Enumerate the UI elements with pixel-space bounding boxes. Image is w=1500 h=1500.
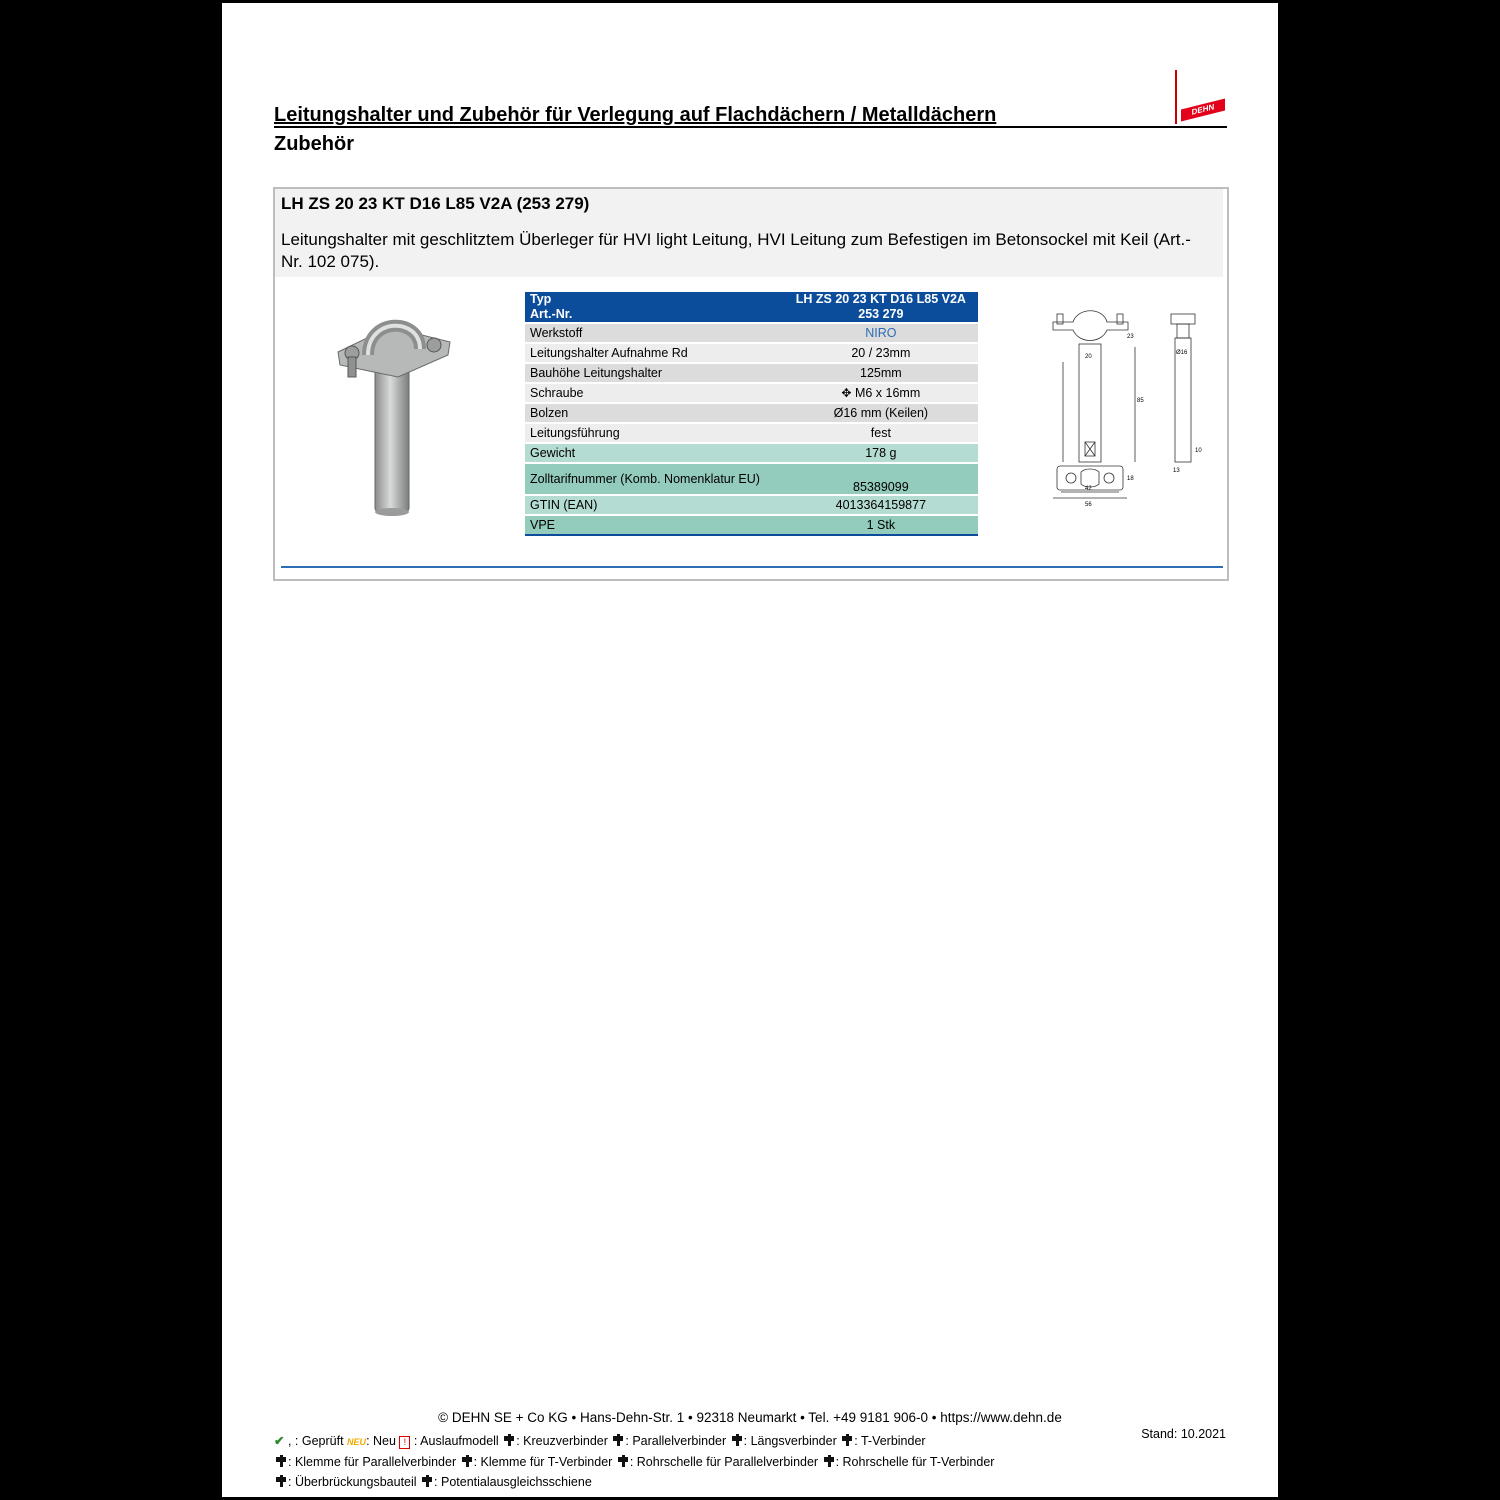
footer-legend [274, 1431, 1074, 1492]
spec-row [525, 384, 978, 402]
laengsverbinder-icon [730, 1434, 744, 1446]
legend-discontinued: : Auslaufmodell [413, 1434, 499, 1448]
legend-checked: , : Geprüft [287, 1434, 344, 1448]
spec-value: 85389099 [784, 464, 978, 494]
legend-line [274, 1431, 1074, 1452]
new-icon: NEU [347, 1437, 367, 1447]
spec-value: 178 g [784, 444, 978, 462]
spec-key: Schraube [525, 384, 784, 402]
dim-label: 20 [1085, 354, 1092, 360]
spec-value: NIRO [784, 324, 978, 342]
rohrschelle-parallel-icon [616, 1455, 630, 1467]
legend-line [274, 1472, 1074, 1492]
logo-flag: DEHN [1181, 99, 1225, 122]
product-divider [281, 566, 1223, 568]
product-photo [330, 307, 460, 517]
spec-header-values [784, 292, 978, 322]
potentialausgleich-icon [420, 1475, 434, 1487]
legend-rohr-parallel: : Rohrschelle für Parallelverbinder [629, 1455, 819, 1469]
legend-parallel: : Parallelverbinder [625, 1434, 727, 1448]
spec-key: Leitungsführung [525, 424, 784, 442]
dim-label: 42 [1085, 486, 1092, 492]
parallelverbinder-icon [611, 1434, 625, 1446]
dehn-logo [1175, 70, 1227, 124]
legend-t: : T-Verbinder [854, 1434, 926, 1448]
typ-label: Typ [530, 292, 552, 306]
dim-label: Ø16 [1176, 350, 1188, 356]
legend-kreuz: : Kreuzverbinder [516, 1434, 608, 1448]
product-header [275, 189, 1223, 277]
logo-bar [1175, 70, 1177, 124]
klemme-parallel-icon [274, 1455, 288, 1467]
legend-new: : Neu [366, 1434, 396, 1448]
spec-value: 20 / 23mm [784, 344, 978, 362]
spec-row [525, 464, 978, 494]
kreuzverbinder-icon [502, 1434, 516, 1446]
page-title: Leitungshalter und Zubehör für Verlegung auf Flachdächern / Metalldächern [274, 104, 997, 126]
legend-laengs: : Längsverbinder [743, 1434, 837, 1448]
typ-value: LH ZS 20 23 KT D16 L85 V2A [795, 292, 966, 306]
spec-key: Werkstoff [525, 324, 784, 342]
spec-value [784, 384, 978, 402]
discontinued-icon: ! [399, 1436, 410, 1449]
dim-label: 10 [1195, 448, 1202, 454]
product-description: Leitungshalter mit geschlitztem Überleger für HVI light Leitung, HVI Leitung zum Befestigen im Betonsockel mit Keil (Art.-Nr. 102 075). [281, 230, 1191, 271]
dim-label: 13 [1173, 468, 1180, 474]
legend-rohr-t: : Rohrschelle für T-Verbinder [835, 1455, 995, 1469]
datasheet-page [222, 3, 1278, 1497]
spec-row [525, 404, 978, 422]
technical-drawing [1023, 302, 1203, 512]
spec-row [525, 496, 978, 514]
spec-key: Zolltarifnummer (Komb. Nomenklatur EU) [525, 464, 784, 494]
spec-key: GTIN (EAN) [525, 496, 784, 514]
spec-row [525, 424, 978, 442]
klemme-t-icon [460, 1455, 474, 1467]
spec-value: fest [784, 424, 978, 442]
rohrschelle-t-icon [822, 1455, 836, 1467]
spec-row [525, 344, 978, 362]
footer-company: © DEHN SE + Co KG • Hans-Dehn-Str. 1 • 92318 Neumarkt • Tel. +49 9181 906-0 • https://www.dehn.de [438, 1410, 1062, 1425]
spec-row [525, 324, 978, 342]
dim-label: 18 [1127, 476, 1134, 482]
spec-key: Gewicht [525, 444, 784, 462]
ueberbrueckung-icon [274, 1475, 288, 1487]
product-card [273, 187, 1229, 581]
legend-klemme-t: : Klemme für T-Verbinder [473, 1455, 613, 1469]
header-divider [274, 126, 1227, 128]
spec-key: VPE [525, 516, 784, 536]
spec-value: Ø16 mm (Keilen) [784, 404, 978, 422]
legend-potential: : Potentialausgleichsschiene [434, 1475, 592, 1489]
spec-key: Leitungshalter Aufnahme Rd [525, 344, 784, 362]
spec-row [525, 444, 978, 462]
dim-label: 56 [1085, 502, 1092, 508]
product-title: LH ZS 20 23 KT D16 L85 V2A (253 279) [281, 194, 590, 213]
spec-value: 125mm [784, 364, 978, 382]
spec-row [525, 516, 978, 536]
legend-line [274, 1452, 1074, 1472]
t-verbinder-icon [840, 1434, 854, 1446]
legend-klemme-parallel: : Klemme für Parallelverbinder [288, 1455, 457, 1469]
dim-label: 23 [1127, 334, 1134, 340]
screw-size: M6 x 16mm [854, 386, 921, 400]
screw-head-icon: ✥ [841, 386, 852, 400]
spec-header-row [525, 292, 978, 322]
art-nr-value: 253 279 [858, 307, 904, 321]
spec-header-keys [525, 292, 784, 322]
art-nr-label: Art.-Nr. [530, 307, 573, 321]
spec-value: 1 Stk [784, 516, 978, 536]
legend-ueberbrueckung: : Überbrückungsbauteil [288, 1475, 417, 1489]
page-subtitle: Zubehör [274, 133, 354, 155]
spec-value: 4013364159877 [784, 496, 978, 514]
spec-table [525, 290, 978, 538]
spec-row [525, 364, 978, 382]
footer-stand: Stand: 10.2021 [1141, 1427, 1226, 1441]
spec-key: Bauhöhe Leitungshalter [525, 364, 784, 382]
check-icon: ✔ [274, 1434, 285, 1448]
dim-label: 85 [1137, 398, 1144, 404]
spec-key: Bolzen [525, 404, 784, 422]
